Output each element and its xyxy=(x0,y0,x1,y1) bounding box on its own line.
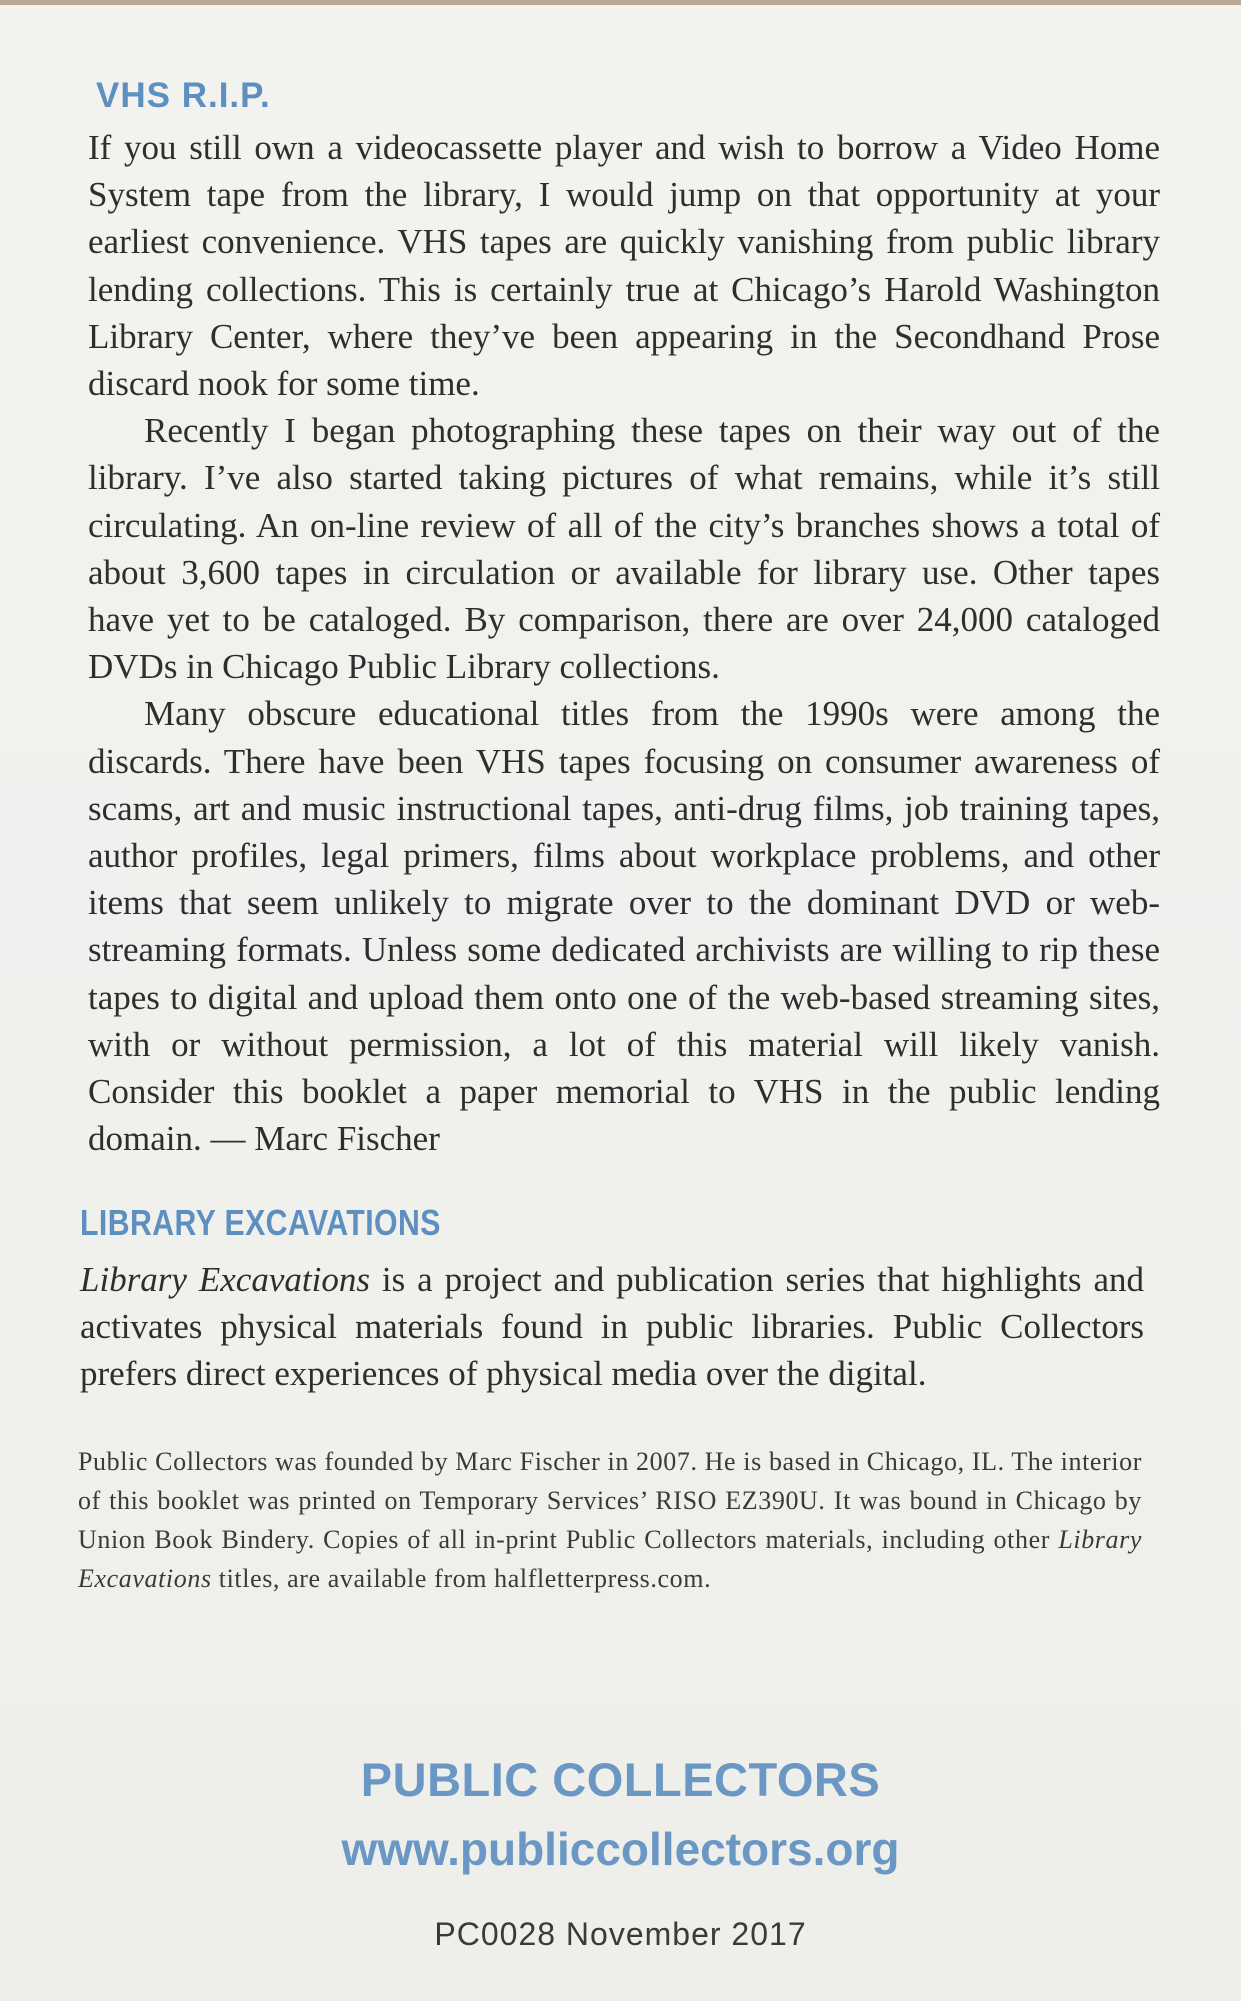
colophon-text-1: Public Collectors was founded by Marc Fischer in 2007. He is based in Chicago, IL. The interior of this booklet was printed on Temporary Services’ RISO EZ390U. It was bound in Chicago by Union Book Bindery. Copies of all in-print Public Collectors materials, including other xyxy=(78,1447,1142,1554)
top-edge xyxy=(0,0,1241,5)
colophon-text-2: titles, are available from halfletterpress.com. xyxy=(211,1564,712,1593)
series-title: Library Excavations xyxy=(80,1260,370,1299)
vhs-paragraph-3: Many obscure educational titles from the 1990s were among the discards. There have been VHS tapes focusing on consumer awareness of scams, art and music instructional tapes, anti-drug films, job training tapes, author profiles, legal primers, films about workplace problems, and other items that seem unlikely to migrate over to the dominant DVD or web-streaming formats. Unless some dedicated archivists are willing to rip these tapes to digital and upload them onto one of the web-based streaming sites, with or without permission, a lot of this material will likely vanish. Consider this booklet a paper memorial to VHS in the public lending domain. — Marc Fischer xyxy=(88,694,1160,1159)
library-excavations-body xyxy=(80,1256,1144,1397)
publisher-name: PUBLIC COLLECTORS xyxy=(360,1753,881,1806)
colophon xyxy=(78,1442,1142,1598)
section-heading-library-excavations: LIBRARY EXCAVATIONS xyxy=(80,1202,441,1243)
publisher-url: www.publiccollectors.org xyxy=(341,1823,900,1875)
library-excavations-text: is a project and publication series that highlights and activates physical materials found in public libraries. Public Collectors prefers direct experiences of physical media over the digital. xyxy=(80,1260,1144,1393)
colophon-series-title: Library Excavations xyxy=(78,1525,1142,1593)
publication-id: PC0028 November 2017 xyxy=(434,1916,807,1952)
vhs-paragraph-1: If you still own a videocassette player and wish to borrow a Video Home System tape from the library, I would jump on that opportunity at your earliest convenience. VHS tapes are quickly vanishing from public library lending collections. This is certainly true at Chicago’s Harold Washington Library Center, where they’ve been appearing in the Secondhand Prose discard nook for some time. xyxy=(88,128,1160,404)
vhs-paragraph-2: Recently I began photographing these tapes on their way out of the library. I’ve also started taking pictures of what remains, while it’s still circulating. An on-line review of all of the city’s branches shows a total of about 3,600 tapes in circulation or available for library use. Other tapes have yet to be cataloged. By comparison, there are over 24,000 cataloged DVDs in Chicago Public Library collections. xyxy=(88,411,1160,687)
section-heading-vhs: VHS R.I.P. xyxy=(96,76,271,115)
vhs-body xyxy=(88,124,1160,1162)
